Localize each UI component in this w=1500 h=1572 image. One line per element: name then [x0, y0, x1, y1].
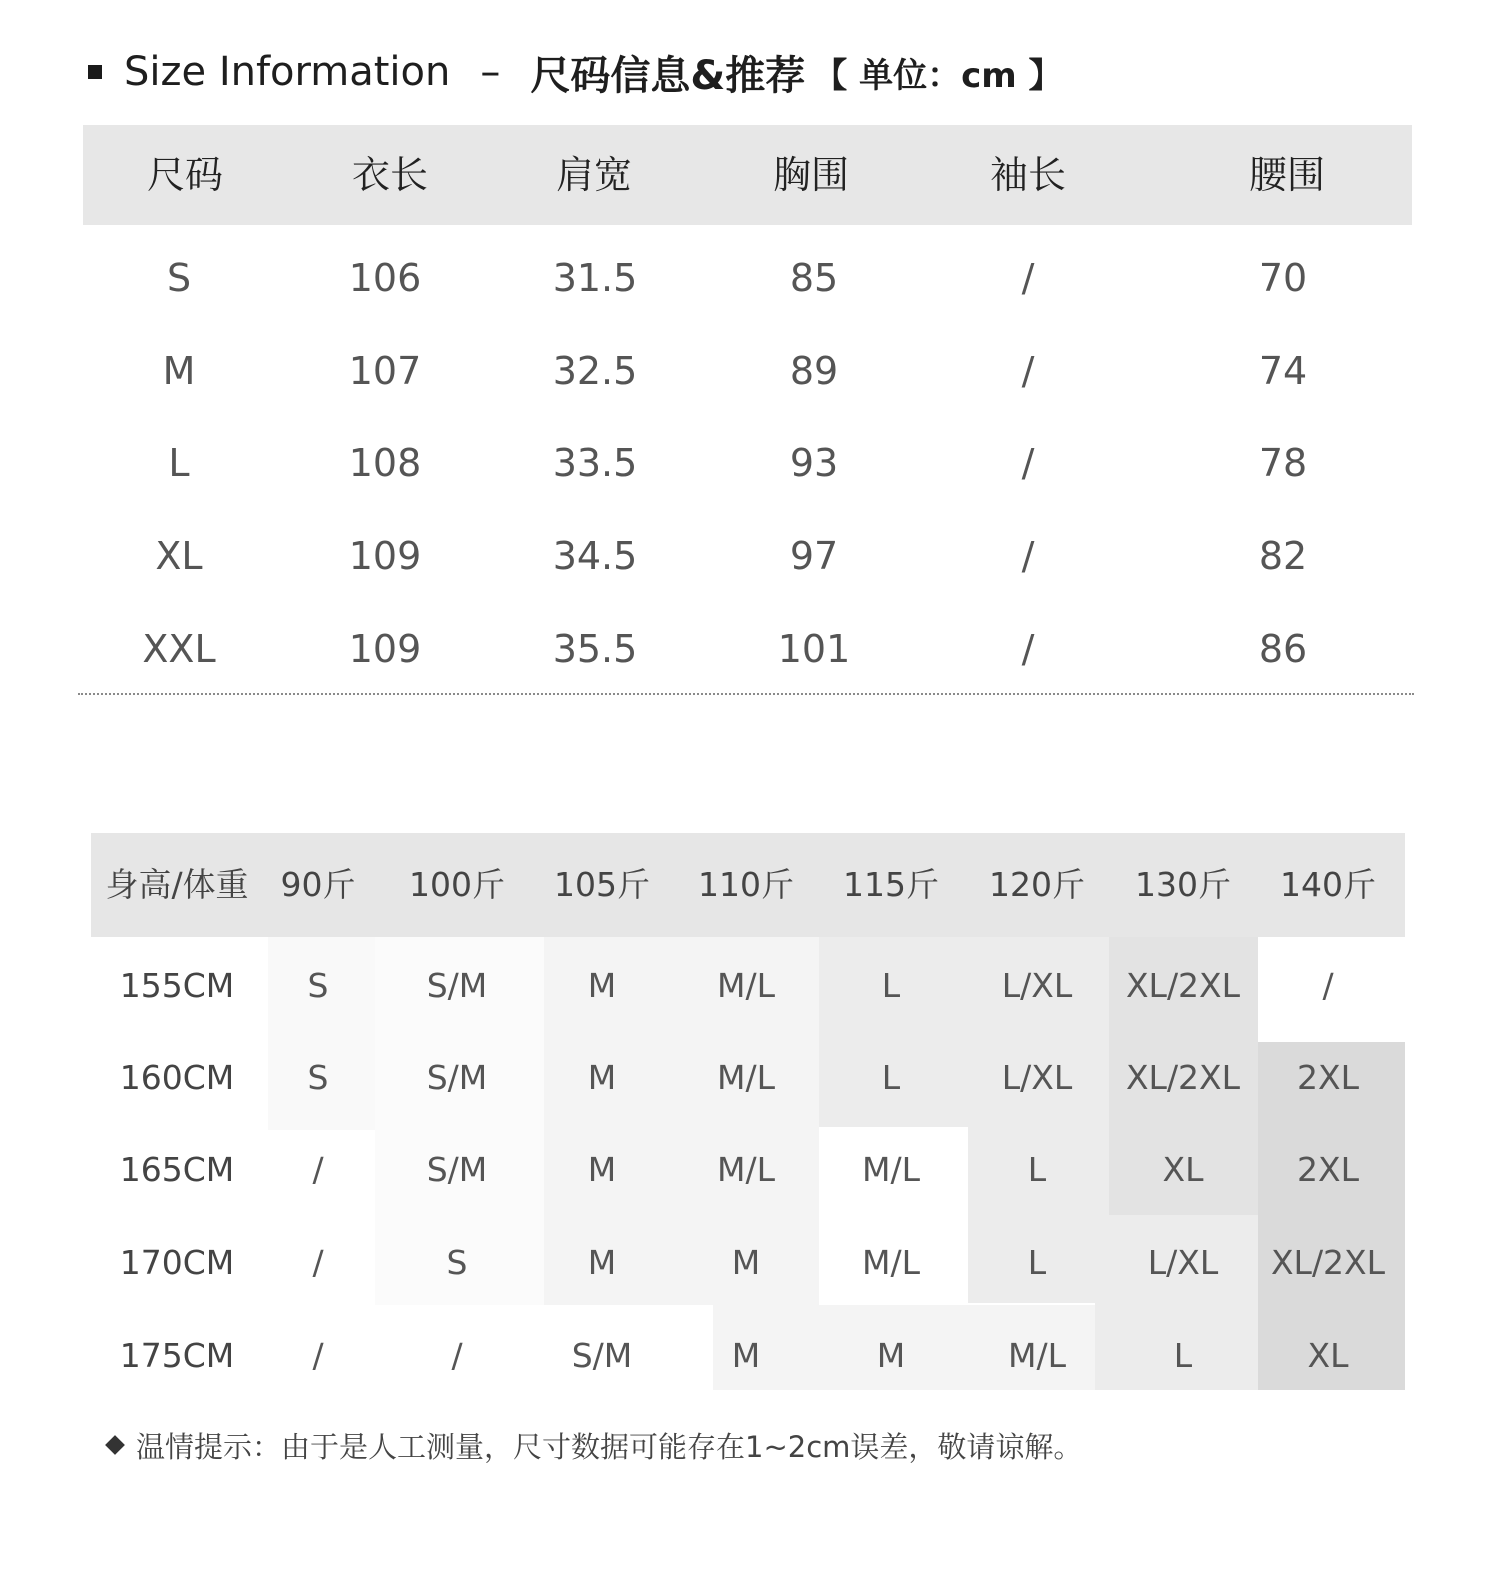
header-cell: 90斤	[280, 865, 356, 904]
table-row	[91, 940, 1405, 1032]
header-cell: 110斤	[698, 865, 794, 904]
table-cell: L	[1173, 1336, 1193, 1375]
table-cell: M	[587, 966, 617, 1005]
table-cell: S/M	[426, 1058, 488, 1097]
table-cell: 86	[1258, 627, 1308, 671]
table-cell: 70	[1258, 256, 1308, 300]
table-cell: 89	[789, 349, 839, 393]
recommend-table	[91, 833, 1405, 1390]
table-cell: /	[312, 1336, 324, 1375]
table-cell: XL/2XL	[1125, 966, 1241, 1005]
header-cell: 115斤	[843, 865, 939, 904]
table-cell: 32.5	[552, 349, 638, 393]
table-row	[83, 510, 1412, 602]
table-row	[91, 1032, 1405, 1124]
title-unit: 【 单位：cm 】	[813, 55, 1063, 96]
table-cell: /	[1021, 349, 1035, 393]
table-cell: S/M	[426, 1150, 488, 1189]
title-dash: –	[480, 49, 501, 95]
row-label: 175CM	[119, 1336, 235, 1375]
table-cell: XL	[1162, 1150, 1204, 1189]
table-cell: L	[1027, 1243, 1047, 1282]
header-shoulder: 肩宽	[555, 153, 633, 197]
table-cell: 106	[348, 256, 422, 300]
table-row	[83, 232, 1412, 324]
title-chinese: 尺码信息&推荐	[530, 52, 806, 99]
note-text: 温情提示：由于是人工测量，尺寸数据可能存在1~2cm误差，敬请谅解。	[136, 1429, 1083, 1464]
table-cell: M/L	[717, 1150, 775, 1189]
table-cell: L	[881, 966, 901, 1005]
table-cell: 82	[1258, 534, 1308, 578]
table-cell: L	[1027, 1150, 1047, 1189]
size-table-header	[83, 125, 1412, 225]
table-cell: XXL	[142, 627, 216, 671]
table-row	[83, 417, 1412, 509]
table-cell: S	[307, 1058, 329, 1097]
header-chest: 胸围	[772, 153, 850, 197]
table-cell: S	[446, 1243, 468, 1282]
header-size: 尺码	[146, 153, 224, 197]
table-cell: 78	[1258, 441, 1308, 485]
square-bullet-icon	[88, 65, 102, 79]
title-english: Size Information	[124, 49, 451, 95]
table-cell: 109	[348, 534, 422, 578]
table-cell: L/XL	[1001, 1058, 1073, 1097]
table-row	[83, 325, 1412, 417]
header-cell: 140斤	[1280, 865, 1376, 904]
table-cell: M	[731, 1336, 761, 1375]
table-cell: XL	[155, 534, 203, 578]
table-cell: XL	[1307, 1336, 1349, 1375]
header-length: 衣长	[351, 153, 429, 197]
table-cell: /	[1021, 534, 1035, 578]
table-cell: /	[1021, 627, 1035, 671]
table-cell: M	[587, 1243, 617, 1282]
table-cell: M/L	[717, 966, 775, 1005]
table-row	[91, 1217, 1405, 1309]
table-cell: /	[1322, 966, 1334, 1005]
table-cell: 2XL	[1297, 1150, 1359, 1189]
table-cell: M	[731, 1243, 761, 1282]
table-cell: 101	[777, 627, 851, 671]
table-cell: /	[312, 1243, 324, 1282]
table-cell: M/L	[862, 1150, 920, 1189]
table-cell: 107	[348, 349, 422, 393]
table-cell: 2XL	[1297, 1058, 1359, 1097]
table-cell: 31.5	[552, 256, 638, 300]
table-cell: M/L	[717, 1058, 775, 1097]
table-cell: 33.5	[552, 441, 638, 485]
row-label: 170CM	[119, 1243, 235, 1282]
table-cell: /	[1021, 256, 1035, 300]
header-cell: 130斤	[1135, 865, 1231, 904]
table-cell: L	[881, 1058, 901, 1097]
table-cell: M	[162, 349, 196, 393]
table-cell: /	[1021, 441, 1035, 485]
table-cell: S	[166, 256, 192, 300]
table-cell: M/L	[1008, 1336, 1066, 1375]
header-cell: 105斤	[554, 865, 650, 904]
table-cell: L	[168, 441, 190, 485]
table-cell: S/M	[571, 1336, 633, 1375]
page-title	[88, 42, 1063, 102]
table-cell: /	[451, 1336, 463, 1375]
table-row	[91, 1124, 1405, 1216]
table-cell: L/XL	[1147, 1243, 1219, 1282]
table-cell: 109	[348, 627, 422, 671]
dotted-divider	[78, 693, 1414, 695]
table-cell: 74	[1258, 349, 1308, 393]
row-label: 160CM	[119, 1058, 235, 1097]
table-cell: 97	[789, 534, 839, 578]
diamond-bullet-icon	[105, 1435, 125, 1455]
header-waist: 腰围	[1248, 153, 1326, 197]
table-cell: 93	[789, 441, 839, 485]
table-row	[91, 1310, 1405, 1402]
row-label: 165CM	[119, 1150, 235, 1189]
table-cell: M/L	[862, 1243, 920, 1282]
table-cell: M	[587, 1150, 617, 1189]
table-cell: XL/2XL	[1125, 1058, 1241, 1097]
table-cell: 34.5	[552, 534, 638, 578]
header-cell: 100斤	[409, 865, 505, 904]
header-cell: 身高/体重	[105, 865, 249, 904]
note	[108, 1422, 1082, 1468]
table-cell: 35.5	[552, 627, 638, 671]
header-cell: 120斤	[989, 865, 1085, 904]
table-cell: XL/2XL	[1270, 1243, 1386, 1282]
header-sleeve: 袖长	[989, 153, 1067, 197]
table-cell: /	[312, 1150, 324, 1189]
table-row	[83, 603, 1412, 695]
table-cell: 85	[789, 256, 839, 300]
row-label: 155CM	[119, 966, 235, 1005]
table-cell: S	[307, 966, 329, 1005]
table-cell: S/M	[426, 966, 488, 1005]
table-cell: M	[587, 1058, 617, 1097]
table-cell: L/XL	[1001, 966, 1073, 1005]
table-cell: M	[876, 1336, 906, 1375]
table-cell: 108	[348, 441, 422, 485]
